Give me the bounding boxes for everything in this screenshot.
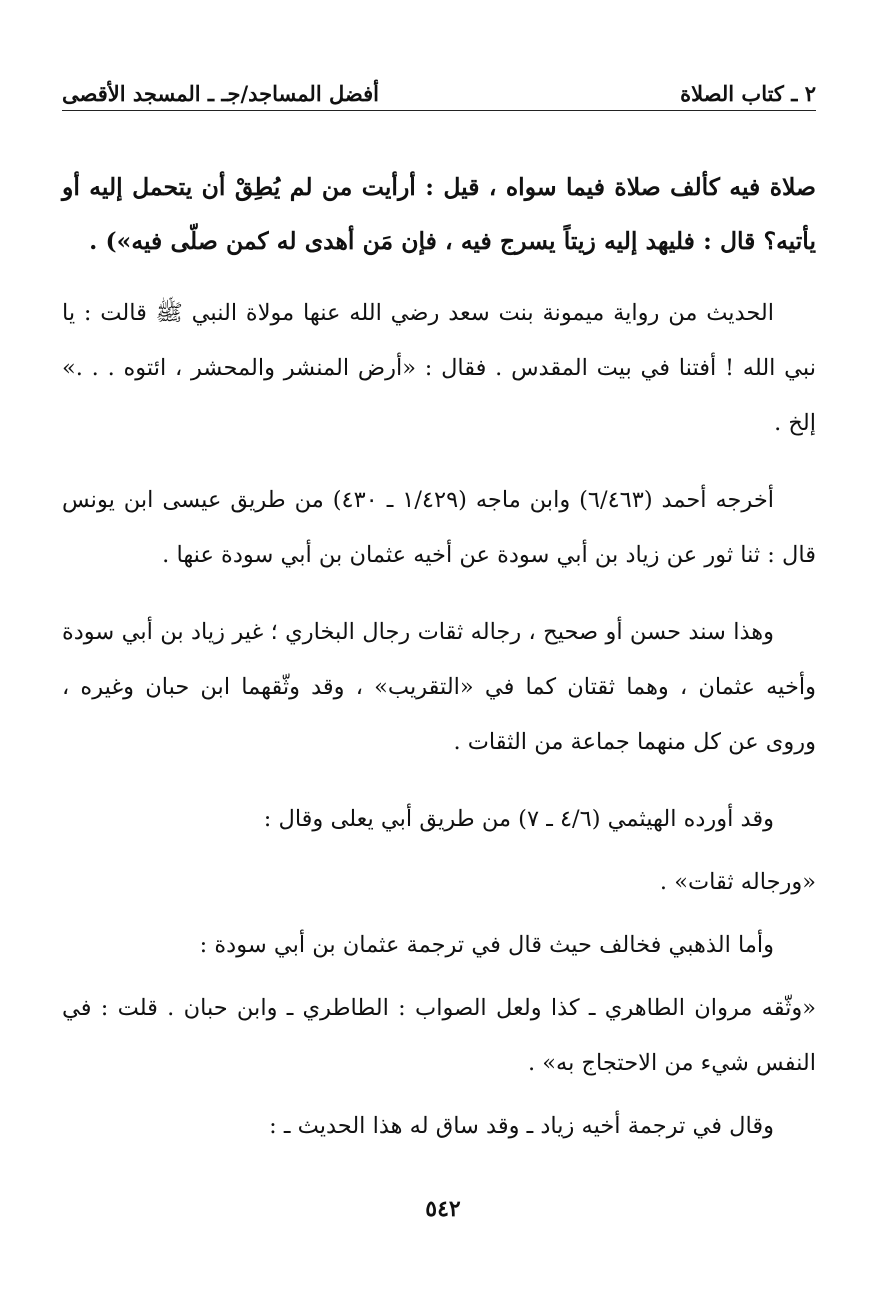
running-header xyxy=(62,70,816,106)
header-rule xyxy=(62,110,816,111)
page-body xyxy=(62,160,816,1176)
hadith-text-paragraph: صلاة فيه كألف صلاة فيما سواه ، قيل : أرأيت من لم يُطِقْ أن يتحمل إليه أو يأتيه؟ قال : فليهد إليه زيتاً يسرج فيه ، فإن مَن أهدى له كمن صلّى فيه») . xyxy=(62,173,816,255)
quote-paragraph-dhahabi: «وثّقه مروان الطاهري ـ كذا ولعل الصواب : الطاطري ـ وابن حبان . قلت : في النفس شيء من الاحتجاج به» . xyxy=(62,995,816,1076)
commentary-paragraph-isnad: وهذا سند حسن أو صحيح ، رجاله ثقات رجال البخاري ؛ غير زياد بن أبي سودة وأخيه عثمان ، وهما ثقتان كما في «التقريب» ، وقد وثّقهما ابن حبان وغيره ، وروى عن كل منهما جماعة من الثقات . xyxy=(62,619,816,755)
commentary-paragraph-dhahabi: وأما الذهبي فخالف حيث قال في ترجمة عثمان بن أبي سودة : xyxy=(199,932,774,958)
commentary-paragraph-ziyad: وقال في ترجمة أخيه زياد ـ وقد ساق له هذا الحديث ـ : xyxy=(269,1113,774,1139)
header-section-title: أفضل المساجد/جـ ـ المسجد الأقصى xyxy=(62,81,379,106)
commentary-paragraph-takhrij: أخرجه أحمد (٦/٤٦٣) وابن ماجه (١/٤٢٩ ـ ٤٣٠) من طريق عيسى ابن يونس قال : ثنا ثور عن زياد بن أبي سودة عن أخيه عثمان بن أبي سودة عنها . xyxy=(62,487,816,568)
page-number: ٥٤٢ xyxy=(425,1196,461,1222)
header-chapter-title: ٢ ـ كتاب الصلاة xyxy=(680,81,816,106)
quote-paragraph-rijal: «ورجاله ثقات» . xyxy=(659,869,816,895)
commentary-paragraph-narration: الحديث من رواية ميمونة بنت سعد رضي الله عنها مولاة النبي ﷺ قالت : يا نبي الله ! أفتنا في بيت المقدس . فقال : «أرض المنشر والمحشر ، ائتوه . . .» إلخ . xyxy=(62,300,816,436)
commentary-paragraph-haythami: وقد أورده الهيثمي (٤/٦ ـ ٧) من طريق أبي يعلى وقال : xyxy=(263,806,774,832)
